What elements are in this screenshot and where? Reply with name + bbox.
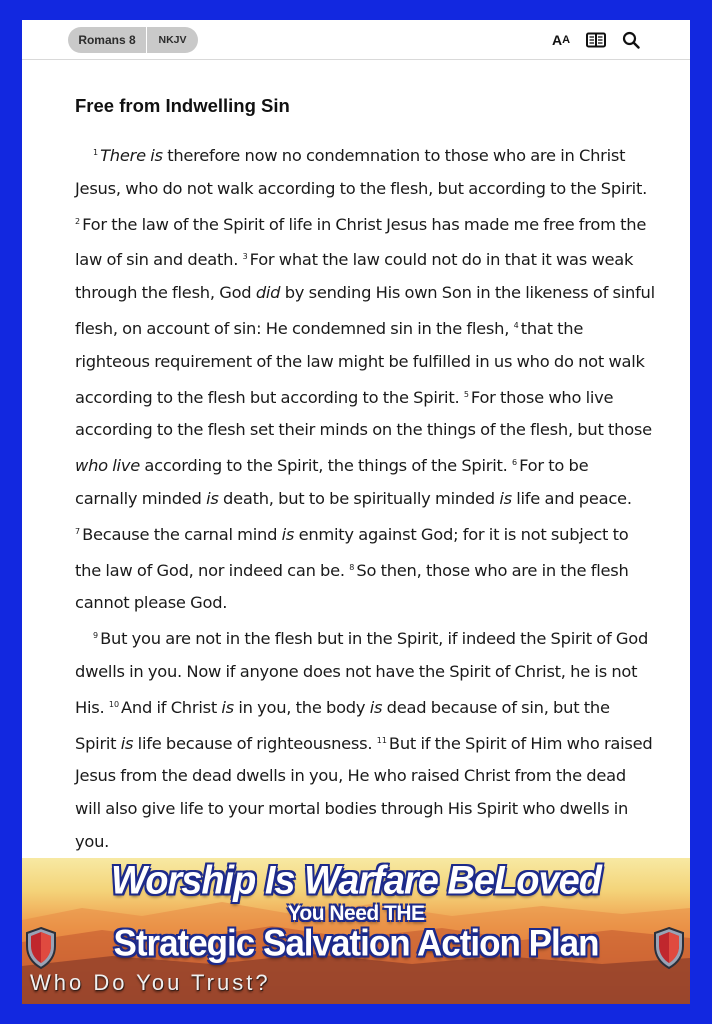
font-size-label-big: A: [551, 32, 563, 48]
verse-text: therefore now no condemnation to those who are in Christ Jesus, who do not walk according to the flesh, but according to the Spirit.: [75, 146, 648, 198]
verse-text: For the law of the Spirit of life in Christ Jesus has made me free from the law of sin and death.: [75, 214, 647, 270]
banner-plan-title: Strategic Salvation Action Plan: [113, 923, 599, 964]
verse-number: 8: [349, 562, 355, 572]
verse-text: enmity against God; for it is not subject to the law of God, nor indeed can be.: [75, 524, 629, 580]
verse-number: 5: [463, 389, 469, 399]
italic-text: is: [369, 697, 383, 717]
italic-text: did: [255, 283, 281, 303]
verse-text: by sending His own Son in the likeness of sinful flesh, on account of sin: He condemned sin in the flesh,: [75, 283, 655, 338]
verse-text: life because of righteousness.: [133, 733, 377, 753]
verse-text: For to be carnally minded: [75, 456, 589, 508]
font-size-icon[interactable]: [550, 30, 572, 50]
book-chapter-button[interactable]: Romans 8: [68, 27, 147, 53]
passage-selector: [68, 27, 198, 53]
verse-text: death, but to be spiritually minded: [218, 488, 500, 508]
book-icon[interactable]: [584, 30, 608, 50]
italic-text: There is: [100, 146, 163, 165]
verse-number: 4: [513, 320, 519, 330]
italic-text: is: [499, 488, 512, 508]
verse-number: 7: [75, 526, 81, 536]
promo-banner: [22, 858, 690, 1004]
italic-text: is: [221, 697, 234, 717]
verse-number: 2: [75, 216, 81, 226]
search-icon[interactable]: [620, 30, 642, 50]
verse-text: For those who live according to the flesh set their minds on the things of the flesh, but those: [75, 387, 652, 440]
verse-text: Because the carnal mind: [82, 524, 282, 544]
verse-number: 9: [93, 631, 99, 641]
banner-tagline: Who Do You Trust?: [30, 970, 271, 995]
verse-text: according to the Spirit, the things of the Spirit.: [139, 456, 512, 476]
font-size-label-small: A: [562, 34, 571, 46]
section-heading: Free from Indwelling Sin: [75, 95, 290, 116]
italic-text: is: [281, 524, 295, 544]
verse-text: For what the law could not do in that it was weak through the flesh, God: [75, 250, 634, 303]
verse-text: But if the Spirit of Him who raised Jesus from the dead dwells in you, He who raised Christ from the dead will also give life to your mortal bodies through His Spirit who dwells in you.: [75, 733, 653, 851]
verse-number: 3: [242, 252, 248, 262]
verse-text: life and peace.: [511, 488, 632, 508]
banner-title: Worship Is Warfare BeLoved: [111, 858, 601, 904]
verse-text: dead because of sin, but the Spirit: [75, 697, 610, 753]
version-button[interactable]: NKJV: [158, 34, 187, 46]
verse-number: 10: [108, 699, 120, 709]
verse-text: And if Christ: [121, 697, 222, 717]
paragraph-2: [75, 620, 655, 859]
banner-subtitle: You Need THE: [287, 902, 425, 925]
verse-number: 6: [512, 458, 518, 468]
italic-text: who live: [75, 456, 140, 476]
italic-text: is: [120, 733, 134, 753]
reader-toolbar: [22, 20, 690, 60]
verse-text: that the righteous requirement of the law might be fulfilled in us who do not walk according to the flesh but according to the Spirit.: [75, 318, 645, 407]
verse-number: 11: [376, 735, 387, 745]
reader-window: [22, 20, 690, 1004]
passage-content: [75, 94, 655, 859]
italic-text: is: [206, 488, 219, 508]
verse-text: But you are not in the flesh but in the Spirit, if indeed the Spirit of God dwells in you. Now if anyone does not have the Spirit of Christ, he is not His.: [75, 629, 649, 717]
verse-text: So then, those who are in the flesh cannot please God.: [75, 560, 629, 613]
verse-text: in you, the body: [233, 697, 370, 717]
verse-number: 1: [93, 148, 99, 157]
paragraph-1: [75, 137, 655, 620]
